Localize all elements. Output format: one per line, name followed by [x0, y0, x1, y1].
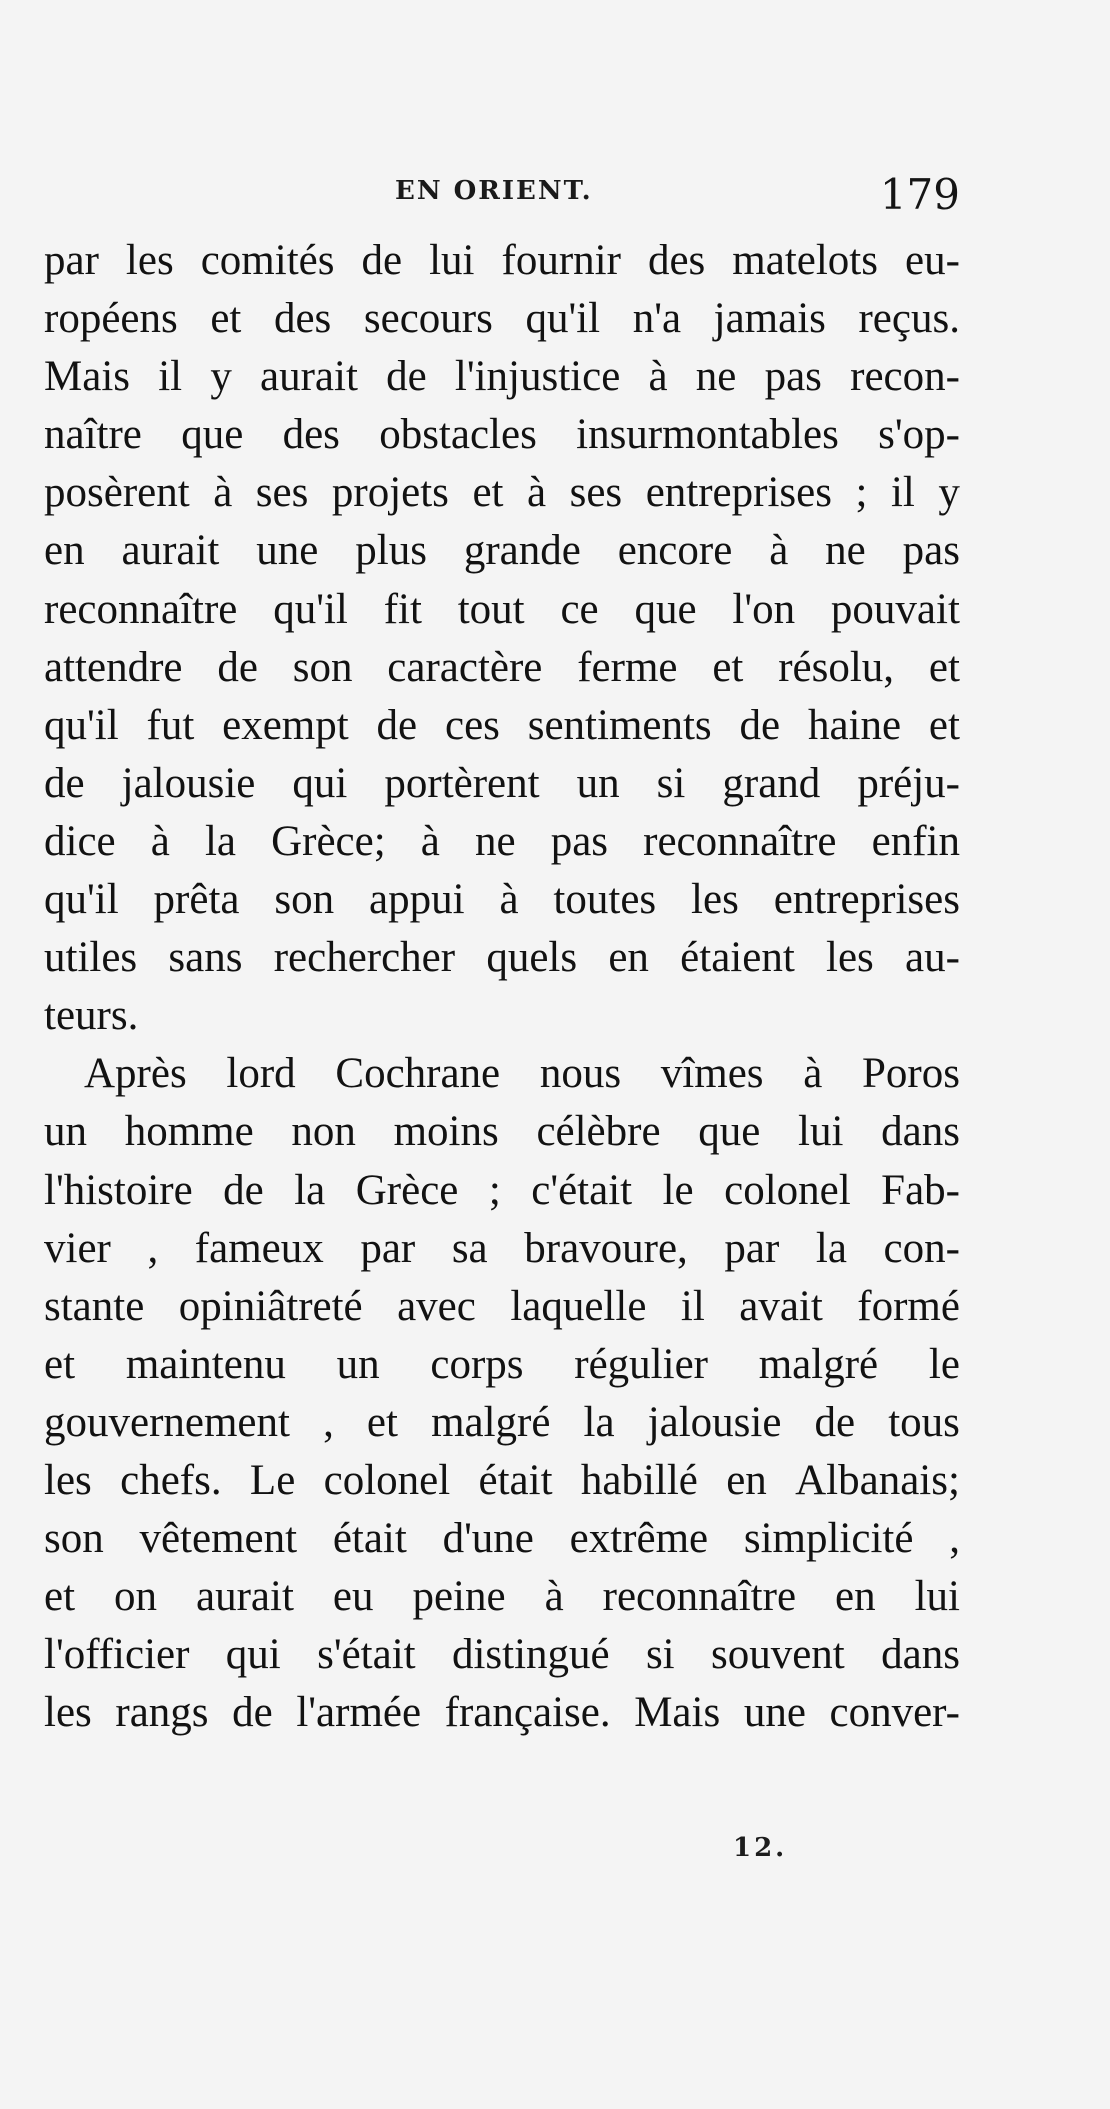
word: fournir: [501, 237, 621, 284]
word: Grèce: [355, 1166, 459, 1214]
word: Grèce;: [271, 817, 386, 865]
word: simplicité: [743, 1515, 914, 1563]
text-line: [44, 348, 960, 406]
word: aurait: [196, 1573, 294, 1621]
word: haine: [807, 701, 902, 749]
word: y: [210, 353, 232, 401]
word: posèrent: [44, 469, 190, 517]
word: ropéens: [44, 295, 178, 343]
word: non: [291, 1108, 356, 1156]
word: Cochrane: [335, 1050, 501, 1098]
word: Le: [249, 1456, 296, 1504]
word: distingué: [451, 1631, 610, 1679]
word: à: [499, 876, 519, 924]
word: rechercher: [273, 934, 456, 982]
text-line: [44, 464, 960, 522]
word: la: [294, 1166, 326, 1214]
word: aurait: [260, 353, 358, 401]
word: teurs.: [44, 992, 139, 1040]
word: et: [366, 1398, 398, 1446]
word: était: [478, 1456, 553, 1504]
word: des: [273, 295, 332, 343]
word: sentiments: [527, 701, 712, 749]
word: attendre: [44, 643, 183, 691]
word: et: [44, 1340, 76, 1388]
word: lui: [798, 1108, 844, 1156]
word: étaient: [680, 934, 795, 982]
word: c'était: [531, 1166, 633, 1214]
word: s'était: [317, 1631, 416, 1679]
word: ;: [488, 1166, 501, 1214]
word: corps: [430, 1340, 524, 1388]
word: on: [114, 1573, 158, 1621]
word: à: [213, 469, 233, 517]
text-line: [44, 1452, 960, 1510]
word: avec: [397, 1282, 476, 1330]
word: pas: [902, 527, 960, 575]
word: de: [232, 1689, 273, 1737]
word: de: [223, 1166, 264, 1214]
word: un: [44, 1108, 87, 1156]
word: à: [803, 1050, 823, 1098]
word: en: [608, 934, 649, 982]
word: un: [576, 759, 620, 807]
word: par: [724, 1224, 780, 1272]
text-line: [44, 522, 960, 580]
word: ,: [949, 1515, 960, 1563]
word: le: [662, 1166, 694, 1214]
word: à: [150, 817, 170, 865]
word: à: [420, 817, 440, 865]
word: dice: [44, 817, 116, 865]
word: eu-: [905, 237, 960, 284]
word: de: [376, 701, 418, 749]
word: en: [44, 527, 85, 575]
word: opiniâtreté: [178, 1282, 363, 1330]
word: jalousie: [647, 1398, 782, 1446]
text-line: [44, 929, 960, 987]
word: ne: [474, 817, 516, 865]
word: les: [44, 1456, 92, 1504]
text-line: [44, 1336, 960, 1394]
word: le: [928, 1340, 960, 1388]
word: préju-: [857, 759, 960, 807]
word: moins: [393, 1108, 499, 1156]
word: ;: [855, 469, 868, 517]
word: jamais: [713, 295, 826, 343]
word: ses: [255, 469, 309, 517]
word: célèbre: [536, 1108, 661, 1156]
word: entreprises: [645, 469, 832, 517]
word: laquelle: [510, 1282, 647, 1330]
word: jalousie: [121, 759, 256, 807]
word: reconnaître: [643, 817, 837, 865]
word: chefs.: [120, 1456, 222, 1504]
word: lui: [429, 237, 475, 284]
word: la: [815, 1224, 847, 1272]
word: enfin: [871, 817, 960, 865]
word: l'armée: [296, 1689, 422, 1737]
word: Après: [84, 1050, 187, 1098]
word: qu'il: [273, 585, 348, 633]
word: colonel: [724, 1166, 851, 1214]
word: son: [274, 876, 335, 924]
word: à: [769, 527, 789, 575]
word: vêtement: [139, 1515, 298, 1563]
word: encore: [617, 527, 733, 575]
word: française.: [444, 1689, 611, 1737]
text-line: [44, 697, 960, 755]
word: Poros: [862, 1050, 960, 1098]
body-text: [44, 232, 960, 1742]
text-line: [44, 1278, 960, 1336]
word: l'histoire: [44, 1166, 193, 1214]
text-line: [44, 232, 960, 290]
word: projets: [331, 469, 449, 517]
word: qu'il: [525, 295, 601, 343]
word: prêta: [153, 876, 240, 924]
word: son: [292, 643, 353, 691]
word: en: [726, 1456, 767, 1504]
word: et: [712, 643, 744, 691]
word: et: [44, 1573, 76, 1621]
word: il: [680, 1282, 705, 1330]
word: matelots: [732, 237, 878, 284]
word: qui: [292, 759, 348, 807]
word: il: [158, 353, 183, 401]
word: caractère: [387, 643, 543, 691]
word: naître: [44, 411, 142, 459]
word: souvent: [710, 1631, 845, 1679]
word: insurmontables: [576, 411, 839, 459]
word: formé: [857, 1282, 960, 1330]
word: que: [181, 411, 244, 459]
word: obstacles: [379, 411, 537, 459]
word: résolu,: [778, 643, 895, 691]
word: lui: [914, 1573, 960, 1621]
text-line: [44, 1684, 960, 1742]
word: lord: [226, 1050, 296, 1098]
word: les: [826, 934, 874, 982]
word: il: [890, 469, 915, 517]
word: n'a: [632, 295, 682, 343]
signature-mark: 12.: [733, 1833, 788, 1863]
word: fut: [146, 701, 195, 749]
word: de: [386, 353, 427, 401]
text-line: [44, 1510, 960, 1568]
text-line: [44, 755, 960, 813]
text-line: [44, 639, 960, 697]
word: les: [44, 1689, 92, 1737]
text-line: [44, 1626, 960, 1684]
text-line: [44, 871, 960, 929]
word: utiles: [44, 934, 138, 982]
word: Mais: [44, 353, 130, 401]
word: tout: [457, 585, 525, 633]
word: reconnaître: [602, 1573, 797, 1621]
word: homme: [124, 1108, 254, 1156]
word: dans: [881, 1631, 960, 1679]
word: la: [583, 1398, 615, 1446]
word: comités: [200, 237, 335, 284]
word: reconnaître: [44, 585, 238, 633]
word: ses: [569, 469, 623, 517]
page-header: [48, 170, 960, 230]
word: Albanais;: [795, 1456, 960, 1504]
word: qu'il: [44, 876, 119, 924]
word: ,: [147, 1224, 159, 1272]
word: et: [210, 295, 242, 343]
word: en: [835, 1573, 876, 1621]
word: bravoure,: [524, 1224, 688, 1272]
text-line: [44, 813, 960, 871]
word: à: [544, 1573, 564, 1621]
word: son: [44, 1515, 104, 1563]
word: maintenu: [125, 1340, 286, 1388]
word: et: [472, 469, 504, 517]
word: fameux: [194, 1224, 324, 1272]
word: des: [647, 237, 706, 284]
word: secours: [363, 295, 493, 343]
word: par: [44, 237, 99, 284]
word: par: [360, 1224, 416, 1272]
word: avait: [739, 1282, 823, 1330]
word: à: [527, 469, 547, 517]
word: de: [217, 643, 258, 691]
word: des: [282, 411, 340, 459]
word: pas: [550, 817, 609, 865]
word: ferme: [577, 643, 678, 691]
word: si: [645, 1631, 675, 1679]
word: y: [938, 469, 960, 517]
running-title: EN ORIENT.: [395, 176, 593, 206]
text-line: [44, 1394, 960, 1452]
text-line: [44, 1220, 960, 1278]
word: dans: [881, 1108, 960, 1156]
word: fit: [383, 585, 422, 633]
word: de: [814, 1398, 856, 1446]
word: l'officier: [44, 1631, 190, 1679]
word: d'une: [442, 1515, 534, 1563]
word: reçus.: [858, 295, 960, 343]
word: qu'il: [44, 701, 119, 749]
word: au-: [905, 934, 960, 982]
text-line: [44, 1568, 960, 1626]
word: l'injustice: [454, 353, 621, 401]
word: sans: [168, 934, 243, 982]
word: une: [256, 527, 319, 575]
word: les: [125, 237, 174, 284]
word: que: [698, 1108, 761, 1156]
word: exempt: [222, 701, 349, 749]
word: Mais: [634, 1689, 721, 1737]
word: vîmes: [660, 1050, 764, 1098]
word: qui: [225, 1631, 281, 1679]
word: que: [634, 585, 697, 633]
text-line: [44, 581, 960, 639]
word: ne: [695, 353, 737, 401]
word: malgré: [758, 1340, 879, 1388]
word: vier: [44, 1224, 111, 1272]
word: rangs: [115, 1689, 209, 1737]
word: l'on: [732, 585, 796, 633]
word: régulier: [574, 1340, 708, 1388]
text-line: [44, 1045, 960, 1103]
word: aurait: [121, 527, 220, 575]
word: gouvernement: [44, 1398, 290, 1446]
word: recon-: [850, 353, 960, 401]
word: ces: [444, 701, 500, 749]
word: une: [743, 1689, 806, 1737]
word: nous: [539, 1050, 622, 1098]
word: appui: [369, 876, 465, 924]
word: la: [204, 817, 236, 865]
word: habillé: [580, 1456, 698, 1504]
text-line: [44, 1103, 960, 1161]
word: eu: [332, 1573, 374, 1621]
word: grand: [722, 759, 821, 807]
word: ce: [560, 585, 599, 633]
word: ne: [825, 527, 866, 575]
word: ,: [323, 1398, 334, 1446]
word: toutes: [553, 876, 657, 924]
word: les: [691, 876, 739, 924]
word: quels: [486, 934, 578, 982]
text-line: [44, 987, 960, 1045]
word: malgré: [431, 1398, 551, 1446]
text-line: [44, 1162, 960, 1220]
word: grande: [463, 527, 581, 575]
word: un: [336, 1340, 380, 1388]
word: stante: [44, 1282, 145, 1330]
word: peine: [412, 1573, 506, 1621]
page-number: 179: [879, 170, 960, 219]
word: pas: [764, 353, 822, 401]
word: Fab-: [881, 1166, 960, 1214]
word: était: [332, 1515, 407, 1563]
word: de: [361, 237, 403, 284]
word: de: [739, 701, 781, 749]
word: conver-: [829, 1689, 960, 1737]
word: sa: [451, 1224, 488, 1272]
text-line: [44, 290, 960, 348]
word: plus: [355, 527, 427, 575]
word: à: [648, 353, 668, 401]
word: colonel: [323, 1456, 451, 1504]
word: pouvait: [830, 585, 960, 633]
word: de: [44, 759, 85, 807]
word: et: [928, 643, 960, 691]
word: si: [656, 759, 686, 807]
word: portèrent: [384, 759, 540, 807]
text-line: [44, 406, 960, 464]
word: tous: [888, 1398, 960, 1446]
word: con-: [883, 1224, 960, 1272]
word: et: [928, 701, 960, 749]
word: s'op-: [878, 411, 960, 459]
word: entreprises: [773, 876, 960, 924]
word: extrême: [569, 1515, 709, 1563]
